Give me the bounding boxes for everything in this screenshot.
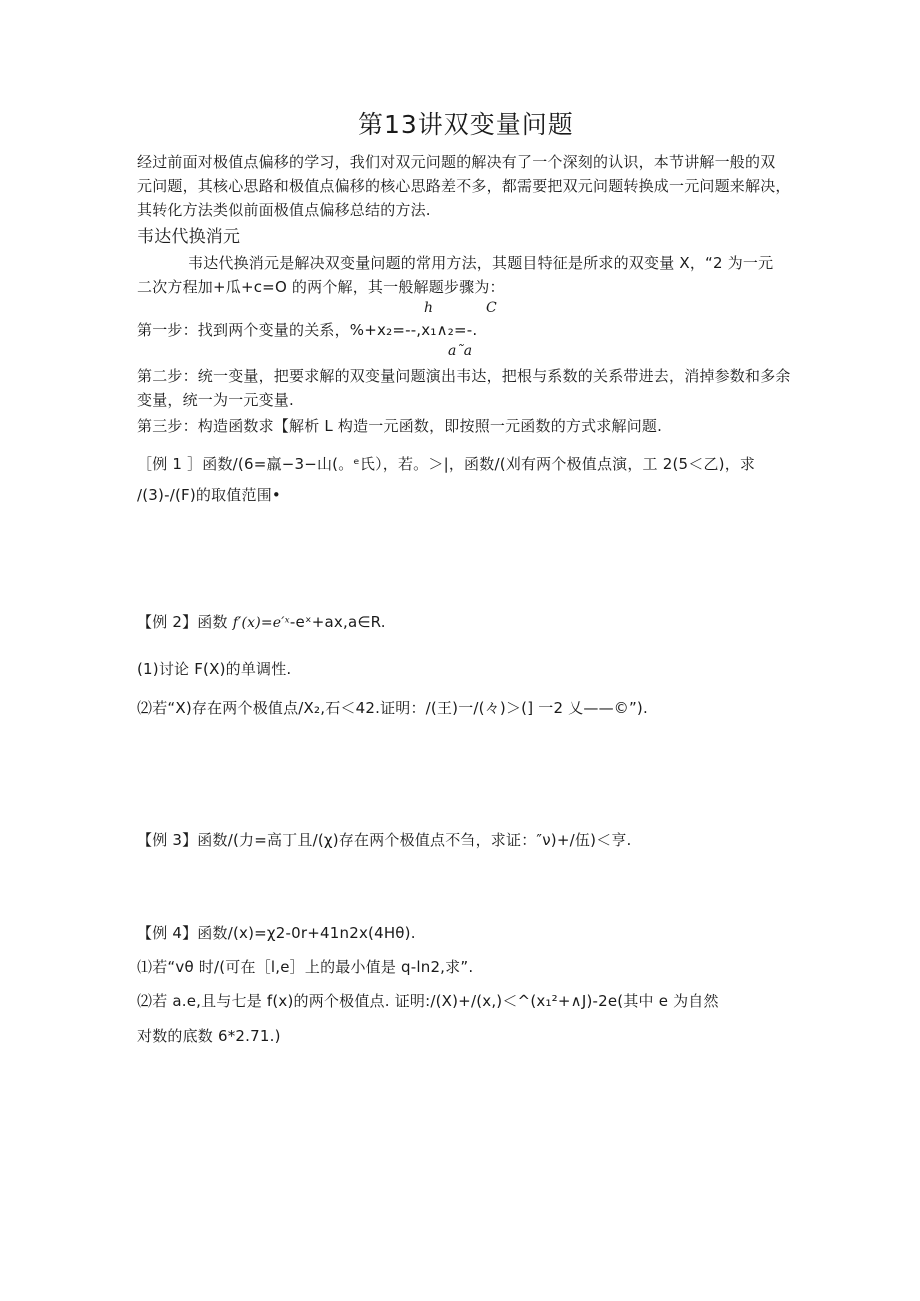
example-4-line-3: ⑵若 a.e,且与七是 f(x)的两个极值点. 证明:/(X)+/(x,)＜^(x₁²+∧J)-2e(其中 e 为自然 — [137, 992, 719, 1010]
section-body-line-2: 二次方程加+瓜+c=O 的两个解，其一般解题步骤为： — [137, 278, 505, 296]
step-1: 第一步：找到两个变量的关系，%+x₂=--,x₁∧₂=-. — [137, 321, 478, 339]
formula-b: h — [424, 300, 434, 316]
step-2-line-2: 变量，统一为一元变量. — [137, 391, 294, 409]
example-2-suffix: -eˣ+ax,a∈R. — [289, 613, 386, 631]
intro-line-1: 经过前面对极值点偏移的学习，我们对双元问题的解决有了一个深刻的认识，本节讲解一般的双 — [137, 153, 776, 171]
example-1-line-1: ［例 1 ］函数/(6=羸−3−山(。ᵉ氏），若。＞|，函数/(刈有两个极值点演，工 2(5＜乙)，求 — [137, 455, 756, 473]
page-title: 第13讲双变量问题 — [358, 110, 574, 139]
intro-line-3: 其转化方法类似前面极值点偏移总结的方法. — [137, 201, 431, 219]
example-2-line-1 — [137, 612, 386, 633]
step-2-line-1: 第二步：统一变量，把要求解的双变量问题演出韦达，把根与系数的关系带进去，消掉参数和多余 — [137, 367, 791, 385]
section-body-line-1: 韦达代换消元是解决双变量问题的常用方法，其题目特征是所求的双变量 X，“2 为一元 — [188, 254, 774, 272]
formula-c: C — [486, 300, 497, 316]
step-3: 第三步：构造函数求【解析 L 构造一元函数，即按照一元函数的方式求解问题. — [137, 417, 663, 435]
intro-line-2: 元问题，其核心思路和极值点偏移的核心思路差不多，都需要把双元问题转换成一元问题来解决， — [137, 177, 791, 195]
example-4-line-2: ⑴若“vθ 时/(可在［l,e］上的最小值是 q-ln2,求”. — [137, 958, 474, 976]
section-heading: 韦达代换消元 — [137, 227, 241, 247]
formula-denominators: a˜a — [448, 343, 473, 359]
example-4-line-4: 对数的底数 6*2.71.) — [137, 1027, 281, 1045]
example-1-line-2: /(3)-/(F)的取值范围• — [137, 486, 281, 504]
example-2-line-3: ⑵若“X)存在两个极值点/X₂,石＜42.证明：/(王)一/(々)＞(] 一2 乂——©”). — [137, 699, 648, 717]
example-3: 【例 3】函数/(力=高丁且/(χ)存在两个极值点不刍，求证：″ν)+/伍)＜亨. — [137, 831, 632, 849]
example-2-prefix: 【例 2】函数 — [137, 613, 228, 631]
example-2-line-2: (1)讨论 F(X)的单调性. — [137, 660, 292, 678]
example-2-function: f′(x)=e′ˣ — [232, 615, 290, 631]
example-4-line-1: 【例 4】函数/(x)=χ2-0r+41n2x(4Hθ). — [137, 924, 416, 942]
